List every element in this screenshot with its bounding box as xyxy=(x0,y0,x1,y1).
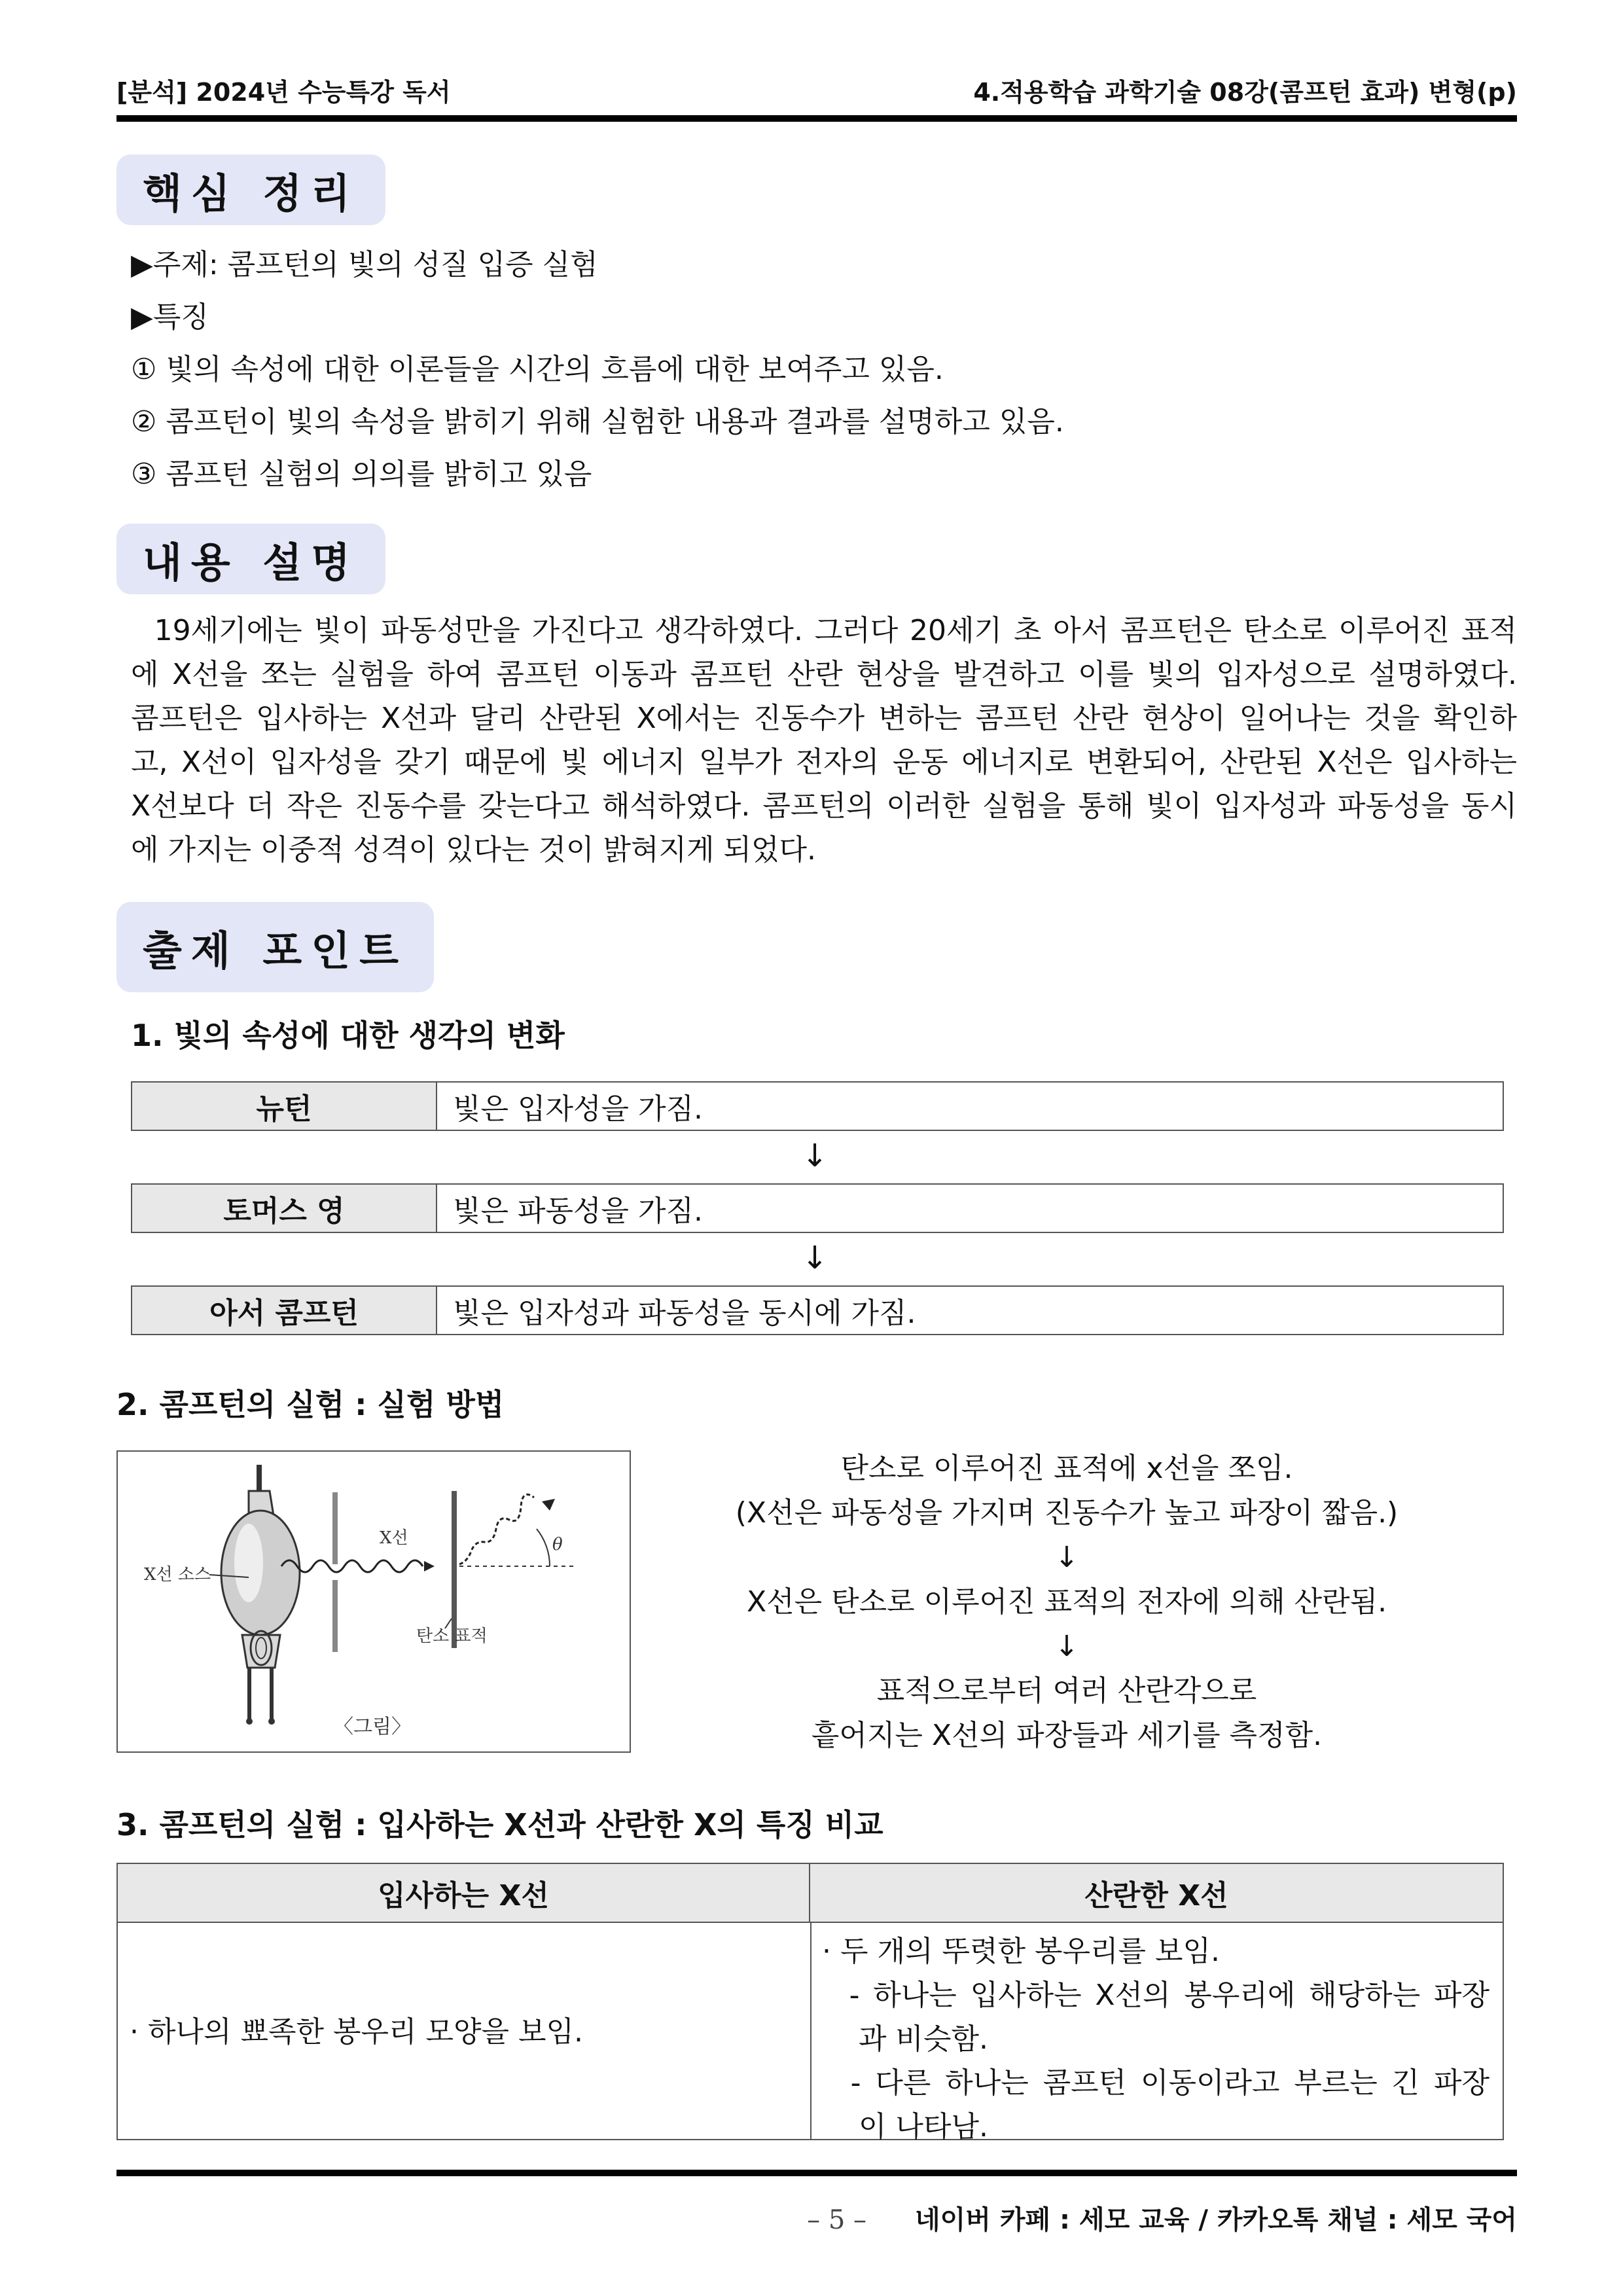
core-topic: ▶주제: 콤프턴의 빛의 성질 입증 실험 xyxy=(131,248,598,281)
scattered-line: 이 나타남. xyxy=(822,2110,988,2144)
tube-leg xyxy=(270,1668,274,1720)
point2-title: 2. 콤프턴의 실험 : 실험 방법 xyxy=(116,1387,505,1422)
theory-row-newton xyxy=(131,1081,1504,1131)
carbon-target xyxy=(452,1491,457,1648)
comparison-table xyxy=(116,1863,1504,2144)
source-label: X선 소스 xyxy=(144,1565,211,1585)
angle-arc xyxy=(537,1529,550,1566)
tube-base xyxy=(242,1635,280,1668)
page-header xyxy=(116,72,1517,115)
collimator-slit xyxy=(332,1492,338,1564)
scattered-line: 과 비슷함. xyxy=(822,2022,988,2056)
scattered-xray-wave xyxy=(459,1494,534,1564)
header-right: 4.적용학습 과학기술 08강(콤프턴 효과) 변형(p) xyxy=(973,78,1517,107)
theory-name: 토머스 영 xyxy=(132,1185,437,1232)
scattered-line: - 다른 하나는 콤프턴 이동이라고 부르는 긴 파장 xyxy=(822,2066,1489,2100)
angle-label: θ xyxy=(552,1535,563,1554)
page-footer xyxy=(807,2199,1517,2236)
theory-name: 뉴턴 xyxy=(132,1083,437,1130)
header-rule xyxy=(116,115,1517,122)
procedure-arrow: ↓ xyxy=(1054,1541,1079,1574)
explanation-line: 에 X선을 쪼는 실험을 하여 콤프턴 이동과 콤프턴 산란 현상을 발견하고 이를 빛의 입자성으로 설명하였다. xyxy=(131,658,1517,691)
scattered-line: - 하나는 입사하는 X선의 봉우리에 해당하는 파장 xyxy=(822,1979,1489,2012)
section-badge-core: 핵심 정리 xyxy=(116,154,385,225)
scattered-arrow-head xyxy=(542,1499,555,1511)
tube-leg-end xyxy=(268,1718,275,1725)
target-label: 탄소 표적 xyxy=(416,1626,488,1646)
xray-label: X선 xyxy=(380,1528,408,1548)
explanation-line: 고, X선이 입자성을 갖기 때문에 빛 에너지 일부가 전자의 운동 에너지로 변환되어, 산란된 X선은 입사하는 xyxy=(131,745,1517,779)
theory-desc: 빛은 입자성과 파동성을 동시에 가짐. xyxy=(453,1297,916,1330)
tube-leg xyxy=(247,1668,251,1720)
incident-arrow-head xyxy=(424,1561,435,1571)
tube-top-pin xyxy=(257,1465,262,1491)
incident-xray-wave xyxy=(281,1560,423,1572)
col-header-scattered: 산란한 X선 xyxy=(810,1864,1503,1923)
footer-rule xyxy=(116,2170,1517,2176)
explanation-paragraph xyxy=(131,609,1517,872)
tube-highlight xyxy=(234,1524,263,1602)
scattered-description xyxy=(822,1929,1489,2149)
header-left: [분석] 2024년 수능특강 독서 xyxy=(116,78,451,107)
section-badge-points: 출제 포인트 xyxy=(116,902,434,992)
procedure-step: 탄소로 이루어진 표적에 x선을 쪼임. xyxy=(840,1452,1293,1485)
col-header-incident: 입사하는 X선 xyxy=(118,1864,810,1923)
footer-text: 네이버 카페 : 세모 교육 / 카카오톡 채널 : 세모 국어 xyxy=(914,2205,1517,2235)
down-arrow: ↓ xyxy=(802,1138,829,1174)
collimator-slit xyxy=(332,1580,338,1652)
core-feature-1: ① 빛의 속성에 대한 이론들을 시간의 흐름에 대한 보여주고 있음. xyxy=(131,353,944,386)
explanation-line: X선보다 더 작은 진동수를 갖는다고 해석하였다. 콤프턴의 이러한 실험을 통해 빛이 입자성과 파동성을 동시 xyxy=(131,789,1517,823)
experiment-diagram xyxy=(118,1452,630,1751)
theory-row-compton xyxy=(131,1285,1504,1335)
explanation-line: 에 가지는 이중적 성격이 있다는 것이 밝혀지게 되었다. xyxy=(131,833,816,867)
procedure-step: X선은 탄소로 이루어진 표적의 전자에 의해 산란됨. xyxy=(746,1585,1387,1619)
page-number: – 5 – xyxy=(807,2205,867,2235)
procedure-step: 흩어지는 X선의 파장들과 세기를 측정함. xyxy=(811,1719,1323,1752)
theory-desc: 빛은 입자성을 가짐. xyxy=(453,1092,703,1126)
core-features-label: ▶특징 xyxy=(131,300,209,334)
section-badge-explain: 내용 설명 xyxy=(116,524,385,594)
procedure-step: 표적으로부터 여러 산란각으로 xyxy=(876,1674,1257,1708)
point1-title: 1. 빛의 속성에 대한 생각의 변화 xyxy=(131,1018,565,1053)
core-feature-2: ② 콤프턴이 빛의 속성을 밝히기 위해 실험한 내용과 결과를 설명하고 있음. xyxy=(131,405,1064,439)
explanation-line: 19세기에는 빛이 파동성만을 가진다고 생각하였다. 그러다 20세기 초 아서 콤프턴은 탄소로 이루어진 표적 xyxy=(131,614,1517,647)
down-arrow: ↓ xyxy=(802,1240,829,1276)
explanation-line: 콤프턴은 입사하는 X선과 달리 산란된 X에서는 진동수가 변하는 콤프턴 산란 현상이 일어나는 것을 확인하 xyxy=(131,702,1517,735)
column-divider xyxy=(810,1923,812,2139)
point3-title: 3. 콤프턴의 실험 : 입사하는 X선과 산란한 X의 특징 비교 xyxy=(116,1807,883,1842)
theory-desc: 빛은 파동성을 가짐. xyxy=(453,1194,703,1228)
procedure-step: (X선은 파동성을 가지며 진동수가 높고 파장이 짧음.) xyxy=(735,1496,1399,1530)
procedure-arrow: ↓ xyxy=(1054,1630,1079,1663)
incident-description: · 하나의 뾰족한 봉우리 모양을 보임. xyxy=(130,2015,583,2049)
experiment-figure xyxy=(116,1450,631,1753)
figure-caption: 〈그림〉 xyxy=(334,1715,411,1738)
experiment-procedure xyxy=(687,1446,1446,1758)
theory-row-young xyxy=(131,1183,1504,1233)
tube-leg-end xyxy=(246,1718,253,1725)
theory-name: 아서 콤프턴 xyxy=(132,1287,437,1334)
core-feature-3: ③ 콤프턴 실험의 의의를 밝히고 있음 xyxy=(131,457,592,491)
scattered-line: · 두 개의 뚜렷한 봉우리를 보임. xyxy=(822,1935,1220,1968)
